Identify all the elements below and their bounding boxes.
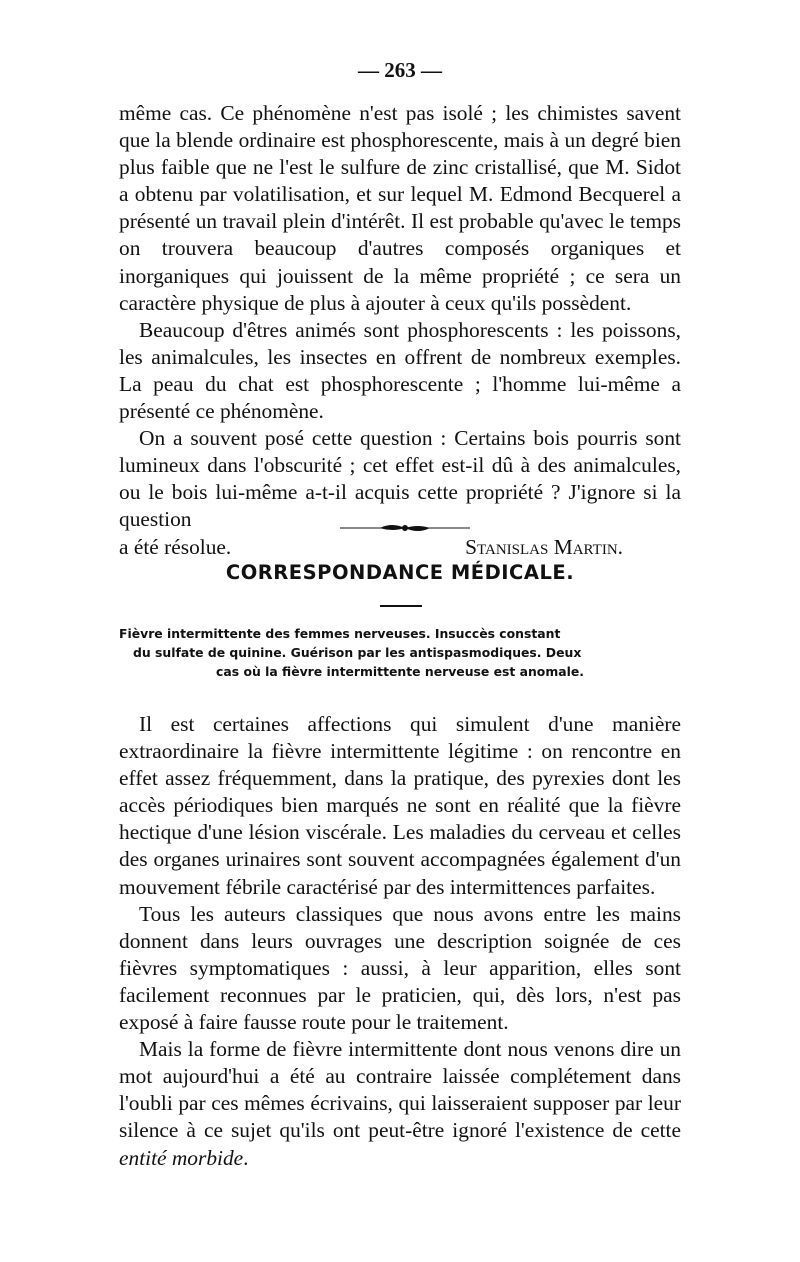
italic-term: entité morbide [119,1145,244,1170]
paragraph: On a souvent posé cette question : Certains bois pourris sont lumineux dans l'obscurité ; cet effet est-il dû à des animalcules, ou le bois lui-même a-t-il acquis cette propriété ? J'ignore si la question [119,426,681,532]
subheading-line: Fièvre intermittente des femmes nerveuses. Insuccès constant [119,626,561,641]
paragraph: Beaucoup d'êtres animés sont phosphorescents : les poissons, les animalcules, les insectes en offrent de nombreux exemples. La peau du chat est phosphorescente ; l'homme lui-même a présenté ce phénomène. [119,317,681,424]
article-fievre [119,711,681,1172]
subheading-line: cas où la fièvre intermittente nerveuse est anomale. [216,664,584,679]
article-phosphorescence [119,100,681,561]
paragraph: Il est certaines affections qui simulent d'une manière extraordinaire la fièvre intermittente légitime : on rencontre en effet assez fréquemment, dans la pratique, des pyrexies dont les accès périodiques bien marqués ne sont en réalité que la fièvre hectique d'une lésion viscérale. Les maladies du cerveau et celles des organes urinaires sont souvent accompagnées également d'un mouvement fébrile caractérisé par des intermittences parfaites. [119,712,681,899]
subheading-line: du sulfate de quinine. Guérison par les antispasmodiques. Deux [133,645,582,660]
page-number: — 263 — [358,58,442,82]
paragraph-text: Mais la forme de fièvre intermittente dont nous venons dire un mot aujourd'hui a été au contraire laissée complétement dans l'oubli par ces mêmes écrivains, qui laisseraient supposer par leur silence à ce sujet qu'ils ont peut-être ignoré l'existence de cette [119,1037,681,1143]
article-subheading [119,624,681,681]
ornament-divider [340,521,470,535]
paragraph-end: a été résolue. [119,534,232,559]
title-rule [380,605,422,607]
paragraph-last [119,1036,681,1171]
section-title: CORRESPONDANCE MÉDICALE. [225,561,575,584]
author-signature: Stanislas Martin. [465,534,623,559]
paragraph-punct: . [243,1145,249,1170]
paragraph: même cas. Ce phénomène n'est pas isolé ; les chimistes savent que la blende ordinaire est phosphorescente, mais à un degré bien plus faible que ne l'est le sulfure de zinc cristallisé, que M. Sidot a obtenu par volatilisation, et sur lequel M. Edmond Becquerel a présenté un travail plein d'intérêt. Il est probable qu'avec le temps on trouvera beaucoup d'autres composés organiques et inorganiques qui jouissent de la même propriété ; ce sera un caractère physique de plus à ajouter à ceux qu'ils possèdent. [119,101,681,315]
closing-line [119,534,681,561]
paragraph: Tous les auteurs classiques que nous avons entre les mains donnent dans leurs ouvrages une description soignée de ces fièvres symptomatiques : aussi, à leur apparition, elles sont facilement reconnues par le praticien, qui, dès lors, n'est pas exposé à faire fausse route pour le traitement. [119,901,681,1035]
